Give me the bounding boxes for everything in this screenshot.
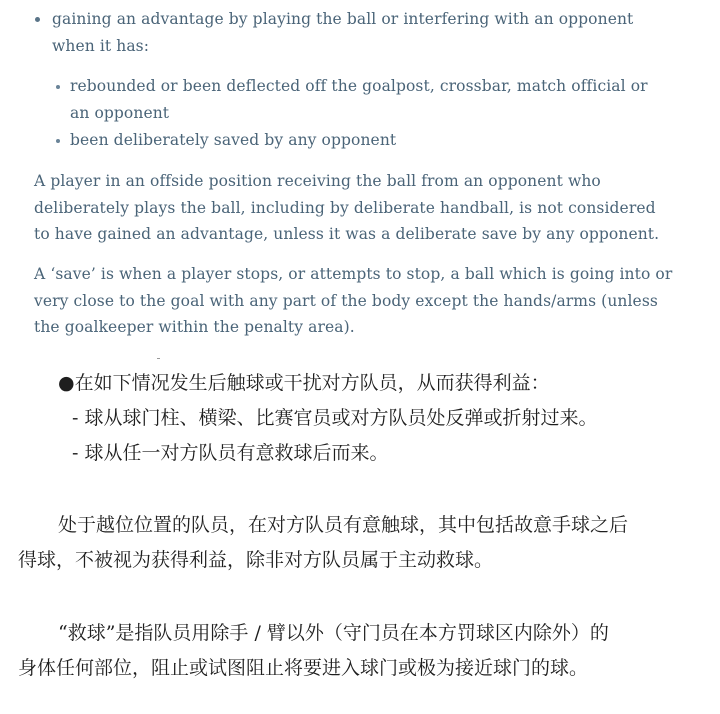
- sub-bullet-1-line2: an opponent: [70, 104, 170, 122]
- sub-bullet-2-line1: been deliberately saved by any opponent: [70, 131, 397, 149]
- zh-paragraph2-line1: “救球”是指队员用除手 / 臂以外（守门员在本方罚球区内除外）的: [58, 622, 609, 644]
- bullet-main-line2: when it has:: [52, 37, 150, 55]
- zh-bullet-main: ●在如下情况发生后触球或干扰对方队员，从而获得利益：: [58, 372, 550, 394]
- en-paragraph2-line1: A ‘save’ is when a player stops, or attempts to stop, a ball which is going into or: [34, 265, 673, 283]
- en-paragraph2-line2: very close to the goal with any part of the body except the hands/arms (unless: [34, 292, 658, 310]
- zh-sub-item-1: - 球从球门柱、横梁、比赛官员或对方队员处反弹或折射过来。: [72, 407, 598, 429]
- bullet-main-line1: gaining an advantage by playing the ball or interfering with an opponent: [52, 10, 634, 28]
- zh-paragraph2-line2: 身体任何部位，阻止或试图阻止将要进入球门或极为接近球门的球。: [18, 657, 589, 679]
- divider-mark: [157, 358, 160, 359]
- sub-bullet-icon: [56, 139, 60, 143]
- zh-paragraph1-line1: 处于越位位置的队员，在对方队员有意触球，其中包括故意手球之后: [58, 514, 629, 536]
- zh-sub-item-2: - 球从任一对方队员有意救球后而来。: [72, 442, 389, 464]
- bullet-icon: [35, 17, 40, 22]
- en-paragraph1-line1: A player in an offside position receiving the ball from an opponent who: [34, 172, 601, 190]
- en-paragraph2-line3: the goalkeeper within the penalty area).: [34, 318, 355, 336]
- sub-bullet-1-line1: rebounded or been deflected off the goalpost, crossbar, match official or: [70, 77, 648, 95]
- en-paragraph1-line3: to have gained an advantage, unless it was a deliberate save by any opponent.: [34, 225, 660, 243]
- zh-paragraph1-line2: 得球，不被视为获得利益，除非对方队员属于主动救球。: [18, 549, 494, 571]
- sub-bullet-icon: [56, 85, 60, 89]
- en-paragraph1-line2: deliberately plays the ball, including by deliberate handball, is not considered: [34, 199, 656, 217]
